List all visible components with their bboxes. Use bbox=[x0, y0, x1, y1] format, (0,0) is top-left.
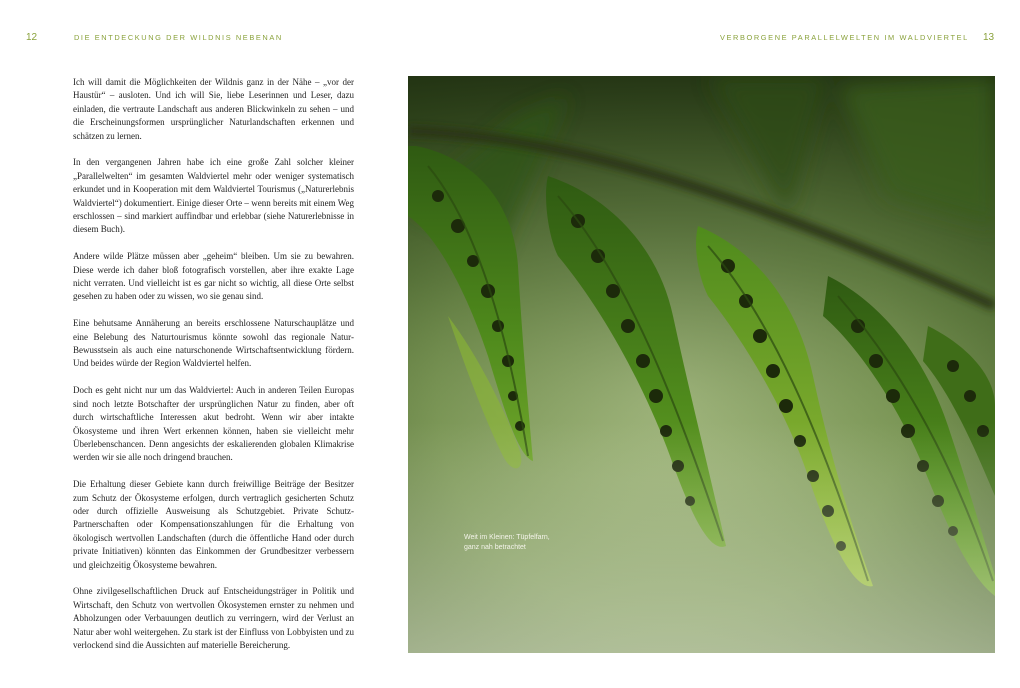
photo-caption bbox=[464, 533, 574, 553]
paragraph: Andere wilde Plätze müssen aber „geheim“ bleiben. Um sie zu bewahren. Diese werde ich daher bloß fotografisch vorstellen, aber ihre exakte Lage nicht verraten. Und vielleicht ist es gar nicht so wichtig, all diese Orte selbst gesehen zu haben oder zu wissen, wo sie genau sind. bbox=[73, 251, 354, 302]
paragraph: Ohne zivilgesellschaftlichen Druck auf Entscheidungsträger in Politik und Wirtschaft, den Schutz von wertvollen Ökosystemen ernster zu nehmen und Abholzungen oder Verbauungen deutlich zu verringern, wird der Verlust an Natur aber wohl weitergehen. Zu stark ist der Einfluss von Lobbyisten und zu verlockend sind die Aussichten auf materielle Bereicherung. bbox=[73, 586, 354, 650]
fern-photo bbox=[408, 76, 995, 653]
caption-line: ganz nah betrachtet bbox=[464, 544, 526, 551]
left-running-head: DIE ENTDECKUNG DER WILDNIS NEBENAN bbox=[74, 33, 283, 42]
paragraph: Eine behutsame Annäherung an bereits erschlossene Naturschauplätze und eine Belebung des Naturtourismus könnte sowohl das regionale Natur-Bewusstsein als auch eine naturschonende Wirtschaftsentwicklung fördern. Und beides würde der Region Waldviertel helfen. bbox=[73, 318, 354, 369]
paragraph: Die Erhaltung dieser Gebiete kann durch freiwillige Beiträge der Besitzer zum Schutz der Ökosysteme erfolgen, durch vertraglich gesicherten Schutz oder durch offizielle Ausweisung als Schutzgebiet. Private Schutz-Partnerschaften oder Kompensationszahlungen für die Erhaltung von ökologisch wertvollen Landschaften (durch die öffentliche Hand oder durch private Initiativen) könnten das Einkommen der Grundbesitzer verbessern und gleichzeitig Ökosysteme bewahren. bbox=[73, 479, 354, 570]
fern-illustration bbox=[408, 76, 995, 653]
left-page-number: 12 bbox=[26, 32, 38, 43]
body-text bbox=[73, 76, 354, 666]
caption-line: Weit im Kleinen: Tüpfelfarn, bbox=[464, 534, 550, 541]
paragraph: Doch es geht nicht nur um das Waldviertel: Auch in anderen Teilen Europas sind noch letzte Botschafter der ursprünglichen Natur zu finden, aber oft durch wirtschaftliche Interessen akut bedroht. Wenn wir aber intakte Ökosysteme und ihren Wert erkennen können, haben sie vielleicht mehr Überlebenschancen. Denn angesichts der eskalierenden globalen Klimakrise werden wir sie alle noch dringend brauchen. bbox=[73, 385, 354, 463]
paragraph: In den vergangenen Jahren habe ich eine große Zahl solcher kleiner „Parallelwelten“ im gesamten Waldviertel mehr oder weniger systematisch erkundet und in Kooperation mit dem Waldviertel Tourismus („Naturerlebnis Waldviertel“) dokumentiert. Einige dieser Orte – wenn bereits mit einem Weg erschlossen – sind markiert auffindbar und erlebbar (siehe Naturerlebnisse in diesem Buch). bbox=[73, 157, 354, 235]
right-page-number: 13 bbox=[983, 32, 995, 43]
right-running-head: VERBORGENE PARALLELWELTEN IM WALDVIERTEL bbox=[720, 33, 969, 42]
paragraph: Ich will damit die Möglichkeiten der Wildnis ganz in der Nähe – „vor der Haustür“ – ausloten. Und ich will Sie, liebe Leserinnen und Leser, dazu einladen, die vertraute Landschaft aus anderen Blickwinkeln zu sehen – und die Erscheinungsformen ursprünglicher Naturlandschaften erkennen und schätzen zu lernen. bbox=[73, 77, 354, 141]
